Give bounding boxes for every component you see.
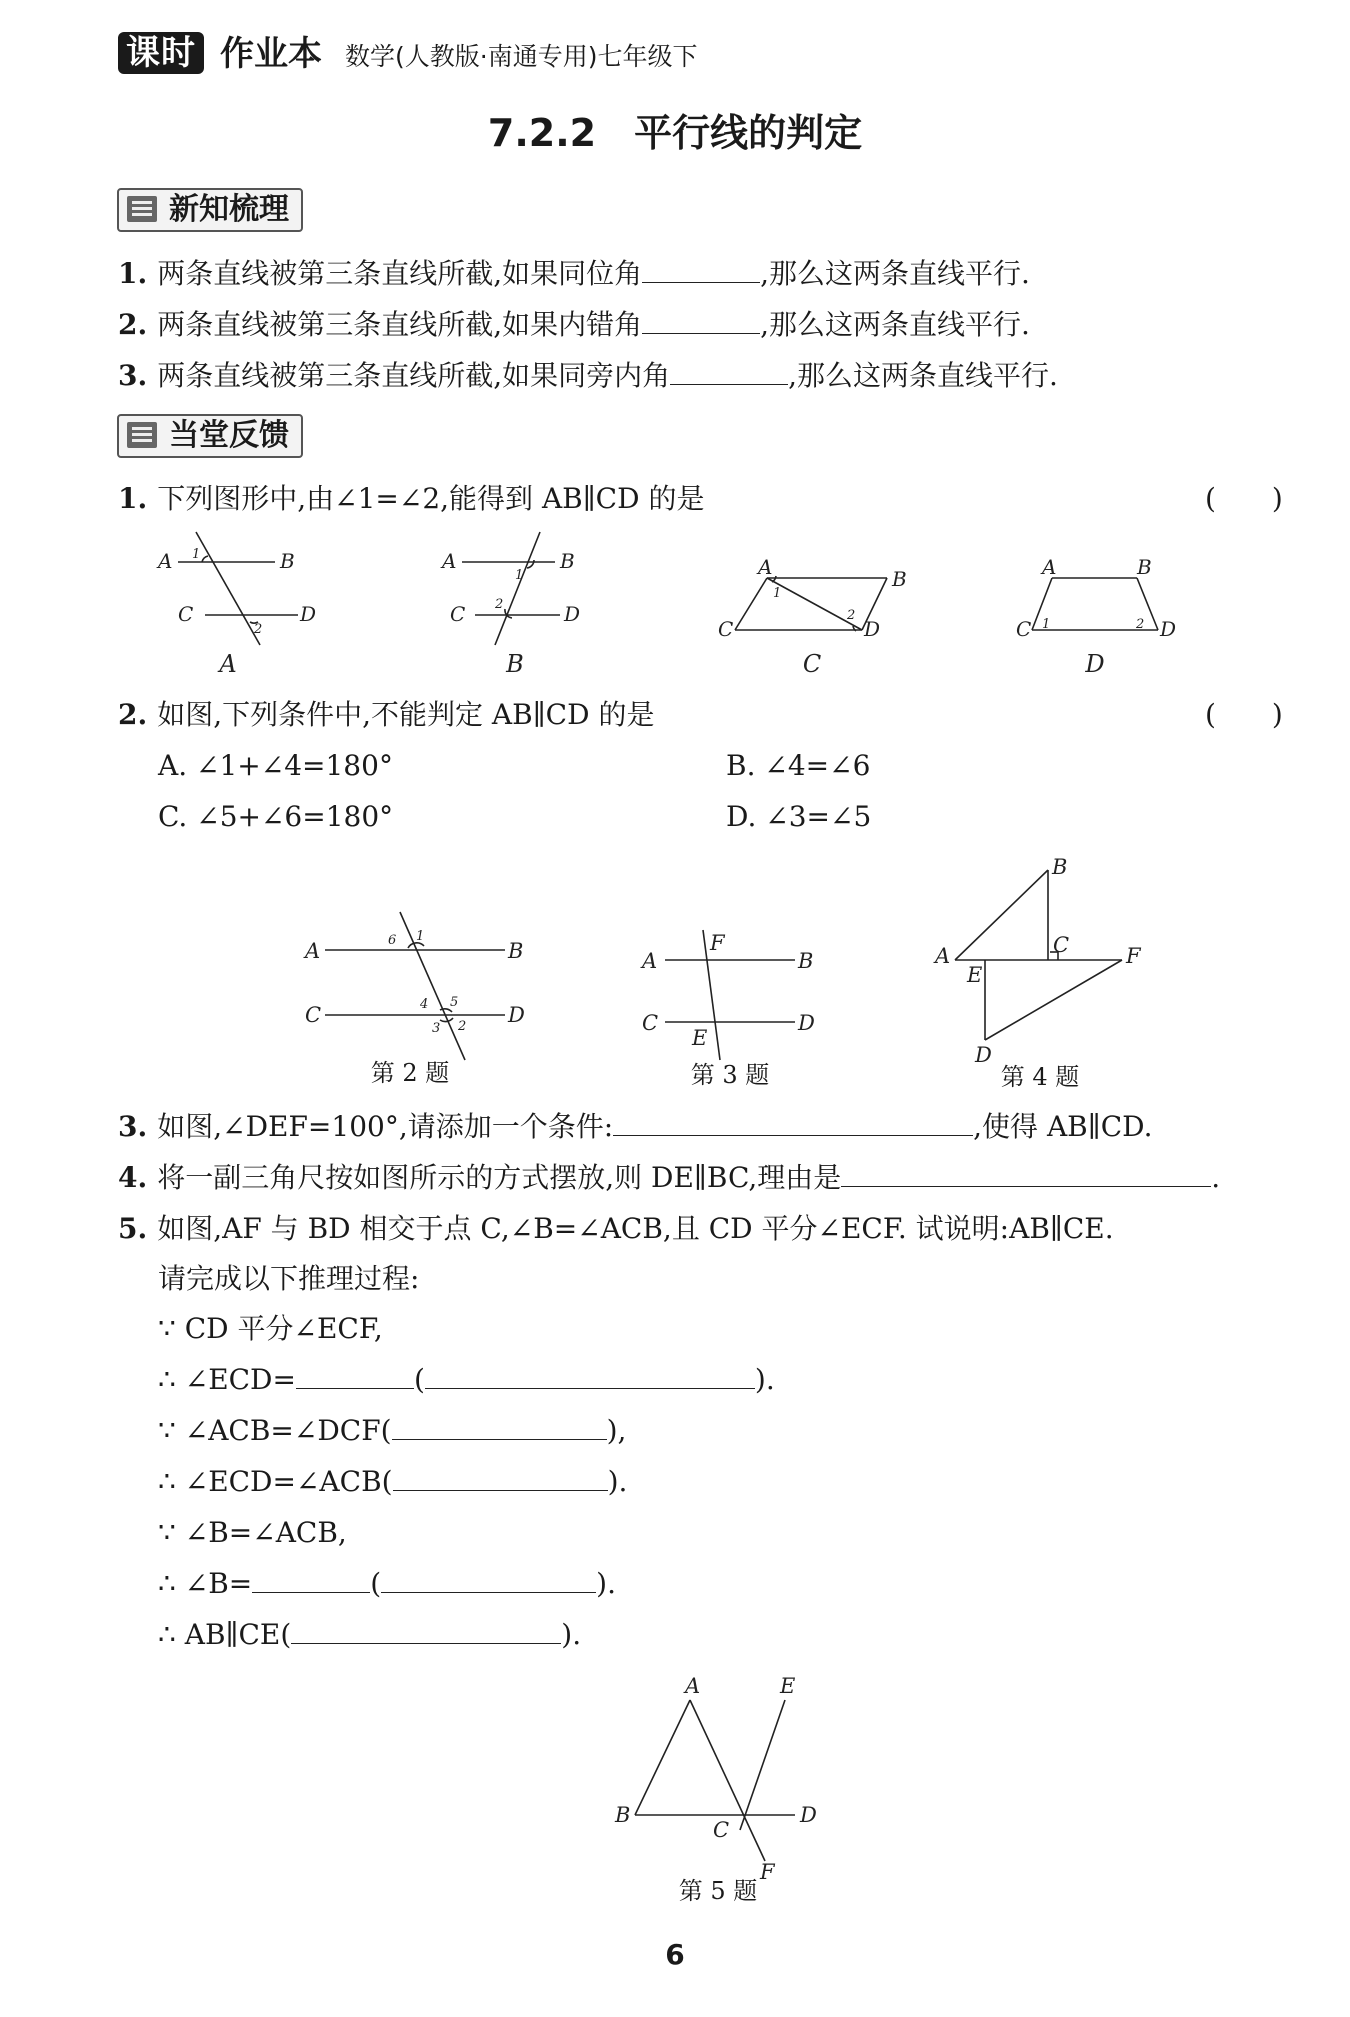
book-icon	[127, 196, 157, 222]
pt-label: A	[442, 549, 457, 573]
figure-q5	[600, 1665, 840, 1890]
item-text: ,那么这两条直线平行.	[788, 359, 1058, 392]
pt-label: F	[760, 1860, 775, 1884]
pt-label: F	[710, 931, 725, 955]
pt-label: D	[864, 617, 881, 641]
section-header-feedback	[117, 414, 303, 458]
because-symbol: ∵	[158, 1516, 176, 1549]
lesson-title: 7.2.2 平行线的判定	[487, 111, 863, 155]
reason-blank[interactable]	[381, 1564, 596, 1593]
angle-label: 1	[416, 929, 425, 944]
answer-blank[interactable]	[613, 1107, 973, 1136]
because-symbol: ∵	[158, 1312, 176, 1345]
angle-label: 2	[254, 622, 263, 637]
option-label-a: A	[219, 650, 237, 678]
angle-label: 2	[458, 1019, 467, 1034]
pencil-icon	[127, 422, 157, 448]
series-logo: 课时	[118, 32, 204, 74]
pt-label: E	[780, 1674, 796, 1698]
step-text: (	[413, 1363, 425, 1396]
pt-label: A	[642, 949, 658, 973]
pt-label: C	[713, 1818, 730, 1842]
step-text: ∠B=	[184, 1567, 253, 1600]
figures-q2-q4	[290, 850, 1190, 1080]
pt-label: A	[305, 939, 321, 963]
therefore-symbol: ∴	[158, 1465, 176, 1498]
step-text: ).	[607, 1465, 628, 1498]
pt-label: C	[305, 1003, 322, 1027]
pt-label: A	[1042, 555, 1057, 579]
series-brand: 作业本	[220, 34, 322, 74]
pt-label: A	[935, 944, 951, 968]
reason-blank[interactable]	[392, 1411, 607, 1440]
item-text: 两条直线被第三条直线所截,如果同位角	[157, 257, 643, 290]
figure-caption: 第 3 题	[690, 1061, 770, 1089]
step-text: ).	[596, 1567, 616, 1600]
option-d[interactable]: D. ∠3=∠5	[726, 800, 872, 833]
question-2	[118, 695, 654, 735]
step-text: CD 平分∠ECF,	[184, 1312, 383, 1345]
question-5	[118, 1209, 1114, 1249]
option-label-b: B	[506, 650, 524, 678]
question-text: ,使得 AB∥CD.	[973, 1110, 1153, 1143]
pt-label: C	[450, 602, 466, 626]
section-header-review	[117, 188, 303, 232]
question-text: 将一副三角尺按如图所示的方式摆放,则 DE∥BC,理由是	[157, 1161, 842, 1194]
question-text: 下列图形中,由∠1=∠2,能得到 AB∥CD 的是	[157, 482, 705, 515]
item-text: ,那么这两条直线平行.	[760, 257, 1030, 290]
answer-blank[interactable]	[296, 1360, 414, 1389]
proof-step-5	[158, 1513, 347, 1553]
pt-label: C	[178, 602, 194, 626]
item-number: 3.	[118, 359, 148, 392]
proof-step-2	[158, 1360, 775, 1400]
page-number: 6	[665, 1938, 685, 1971]
section-title: 当堂反馈	[169, 418, 289, 453]
reason-blank[interactable]	[425, 1360, 755, 1389]
item-number: 2.	[118, 308, 148, 341]
pt-label: B	[560, 549, 575, 573]
pt-label: D	[300, 602, 317, 626]
pt-label: B	[280, 549, 295, 573]
angle-label: 6	[388, 933, 397, 948]
pt-label: C	[718, 617, 734, 641]
question-number: 5.	[118, 1212, 148, 1245]
step-text: (	[370, 1567, 382, 1600]
pt-label: C	[642, 1011, 659, 1035]
pt-label: D	[800, 1803, 817, 1827]
step-text: ∠B=∠ACB,	[184, 1516, 347, 1549]
pt-label: C	[1016, 617, 1032, 641]
review-item-3	[118, 356, 1058, 396]
angle-label: 1	[1042, 617, 1051, 632]
pt-label: D	[564, 602, 581, 626]
question-number: 2.	[118, 698, 148, 731]
answer-blank[interactable]	[841, 1158, 1211, 1187]
therefore-symbol: ∴	[158, 1363, 176, 1396]
pt-label: F	[1126, 944, 1141, 968]
pt-label: E	[967, 963, 983, 987]
answer-blank[interactable]	[642, 254, 760, 283]
pt-label: E	[692, 1026, 708, 1050]
question-number: 3.	[118, 1110, 148, 1143]
proof-step-4	[158, 1462, 627, 1502]
proof-step-3	[158, 1411, 626, 1451]
pt-label: B	[1052, 855, 1068, 879]
section-title: 新知梳理	[169, 192, 289, 227]
pt-label: D	[1160, 617, 1177, 641]
pt-label: D	[508, 1003, 525, 1027]
review-item-1	[118, 254, 1030, 294]
instruction: 请完成以下推理过程:	[158, 1262, 420, 1295]
item-text: 两条直线被第三条直线所截,如果内错角	[157, 308, 643, 341]
proof-step-6	[158, 1564, 616, 1604]
option-b[interactable]: B. ∠4=∠6	[726, 749, 871, 782]
step-text: ∠ACB=∠DCF(	[184, 1414, 392, 1447]
reason-blank[interactable]	[291, 1615, 561, 1644]
pt-label: D	[798, 1011, 815, 1035]
answer-blank[interactable]	[642, 305, 760, 334]
question-text: .	[1211, 1161, 1221, 1194]
step-text: ∠ECD=∠ACB(	[184, 1465, 393, 1498]
figure-caption: 第 4 题	[1000, 1063, 1080, 1091]
angle-label: 2	[847, 608, 856, 623]
option-c[interactable]: C. ∠5+∠6=180°	[158, 800, 394, 833]
because-symbol: ∵	[158, 1414, 176, 1447]
item-text: 两条直线被第三条直线所截,如果同旁内角	[157, 359, 671, 392]
therefore-symbol: ∴	[158, 1567, 176, 1600]
pt-label: A	[685, 1674, 701, 1698]
figure-caption: 第 2 题	[370, 1059, 450, 1087]
item-text: ,那么这两条直线平行.	[760, 308, 1030, 341]
angle-label: 1	[773, 586, 782, 601]
pt-label: B	[1137, 555, 1152, 579]
pt-label: B	[892, 567, 907, 591]
figure-caption: 第 5 题	[678, 1877, 758, 1905]
step-text: ∠ECD=	[184, 1363, 296, 1396]
angle-label: 5	[450, 995, 459, 1010]
answer-blank[interactable]	[252, 1564, 370, 1593]
pt-label: D	[975, 1043, 992, 1067]
q1-figures	[150, 530, 1280, 680]
question-4	[118, 1158, 1220, 1198]
pt-label: B	[615, 1803, 631, 1827]
step-text: AB∥CE(	[184, 1618, 292, 1651]
proof-step-1	[158, 1309, 383, 1349]
question-text: 如图,下列条件中,不能判定 AB∥CD 的是	[157, 698, 655, 731]
angle-label: 3	[432, 1021, 441, 1036]
question-text: 如图,AF 与 BD 相交于点 C,∠B=∠ACB,且 CD 平分∠ECF. 试说明:AB∥CE.	[157, 1212, 1114, 1245]
reason-blank[interactable]	[393, 1462, 608, 1491]
angle-label: 2	[495, 597, 504, 612]
answer-bracket-q2[interactable]: ( )	[1205, 698, 1283, 731]
pt-label: B	[798, 949, 814, 973]
question-number: 4.	[118, 1161, 148, 1194]
step-text: ).	[561, 1618, 582, 1651]
angle-label: 1	[515, 568, 524, 583]
question-3	[118, 1107, 1152, 1147]
answer-blank[interactable]	[670, 356, 788, 385]
question-number: 1.	[118, 482, 148, 515]
proof-step-7	[158, 1615, 581, 1655]
book-subtitle: 数学(人教版·南通专用)七年级下	[345, 42, 698, 71]
review-item-2	[118, 305, 1030, 345]
pt-label: B	[508, 939, 524, 963]
answer-bracket-q1[interactable]: ( )	[1205, 482, 1283, 515]
pt-label: A	[158, 549, 173, 573]
step-text: ),	[606, 1414, 627, 1447]
option-label-c: C	[802, 650, 822, 678]
item-number: 1.	[118, 257, 148, 290]
option-a[interactable]: A. ∠1+∠4=180°	[158, 749, 393, 782]
pt-label: A	[758, 555, 773, 579]
question-text: 如图,∠DEF=100°,请添加一个条件:	[157, 1110, 614, 1143]
angle-label: 4	[420, 997, 429, 1012]
question-1	[118, 479, 704, 519]
angle-label: 1	[192, 547, 201, 562]
angle-label: 2	[1136, 617, 1145, 632]
option-label-d: D	[1085, 650, 1105, 678]
pt-label: C	[1053, 933, 1070, 957]
therefore-symbol: ∴	[158, 1618, 176, 1651]
step-text: ).	[754, 1363, 775, 1396]
